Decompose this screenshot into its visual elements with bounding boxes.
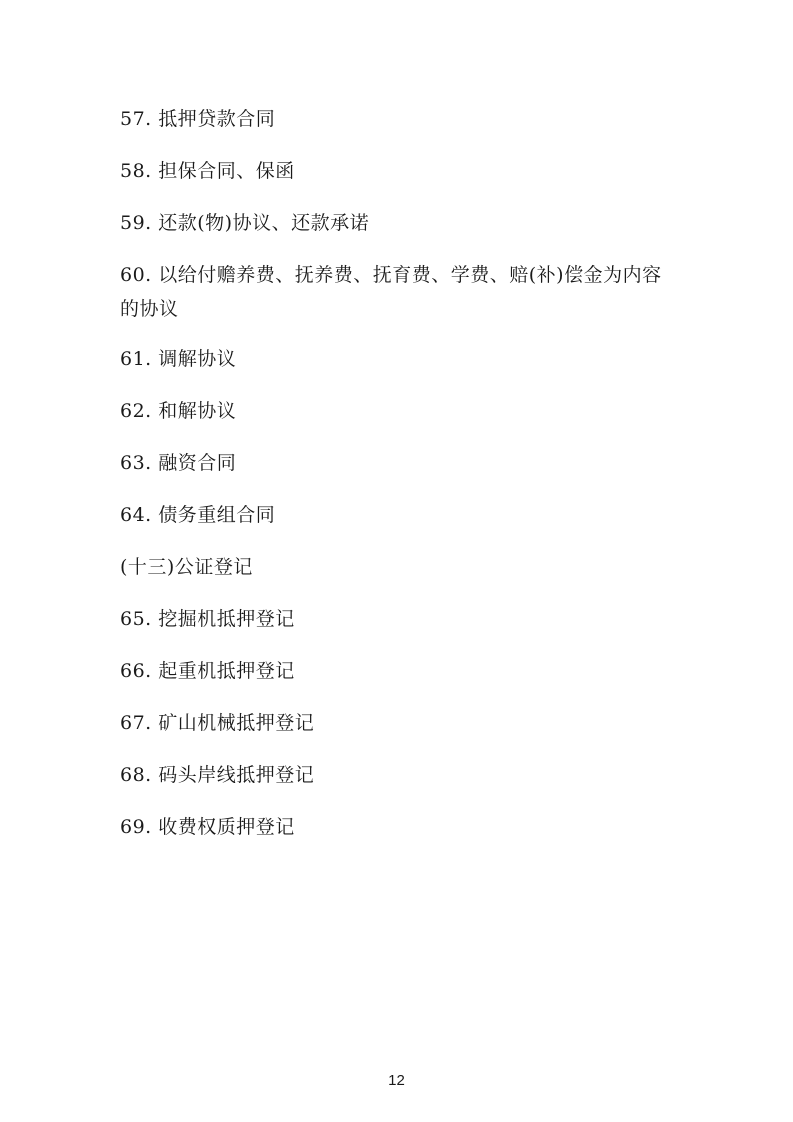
page-number: 12 bbox=[388, 1072, 405, 1089]
list-item: 58. 担保合同、保函 bbox=[120, 160, 295, 182]
list-item: 61. 调解协议 bbox=[120, 348, 237, 370]
list-item: 68. 码头岸线抵押登记 bbox=[120, 764, 315, 786]
list-item: 65. 挖掘机抵押登记 bbox=[120, 608, 295, 630]
document-body bbox=[120, 102, 680, 862]
list-item: 57. 抵押贷款合同 bbox=[120, 108, 276, 130]
list-item: 69. 收费权质押登记 bbox=[120, 816, 295, 838]
list-item: 64. 债务重组合同 bbox=[120, 504, 276, 526]
list-item: 66. 起重机抵押登记 bbox=[120, 660, 295, 682]
section-heading: (十三)公证登记 bbox=[120, 556, 253, 578]
list-item: 60. 以给付赡养费、抚养费、抚育费、学费、赔(补)偿金为内容的协议 bbox=[120, 264, 662, 320]
list-item: 67. 矿山机械抵押登记 bbox=[120, 712, 315, 734]
list-item: 59. 还款(物)协议、还款承诺 bbox=[120, 212, 370, 234]
list-item: 62. 和解协议 bbox=[120, 400, 237, 422]
list-item: 63. 融资合同 bbox=[120, 452, 237, 474]
